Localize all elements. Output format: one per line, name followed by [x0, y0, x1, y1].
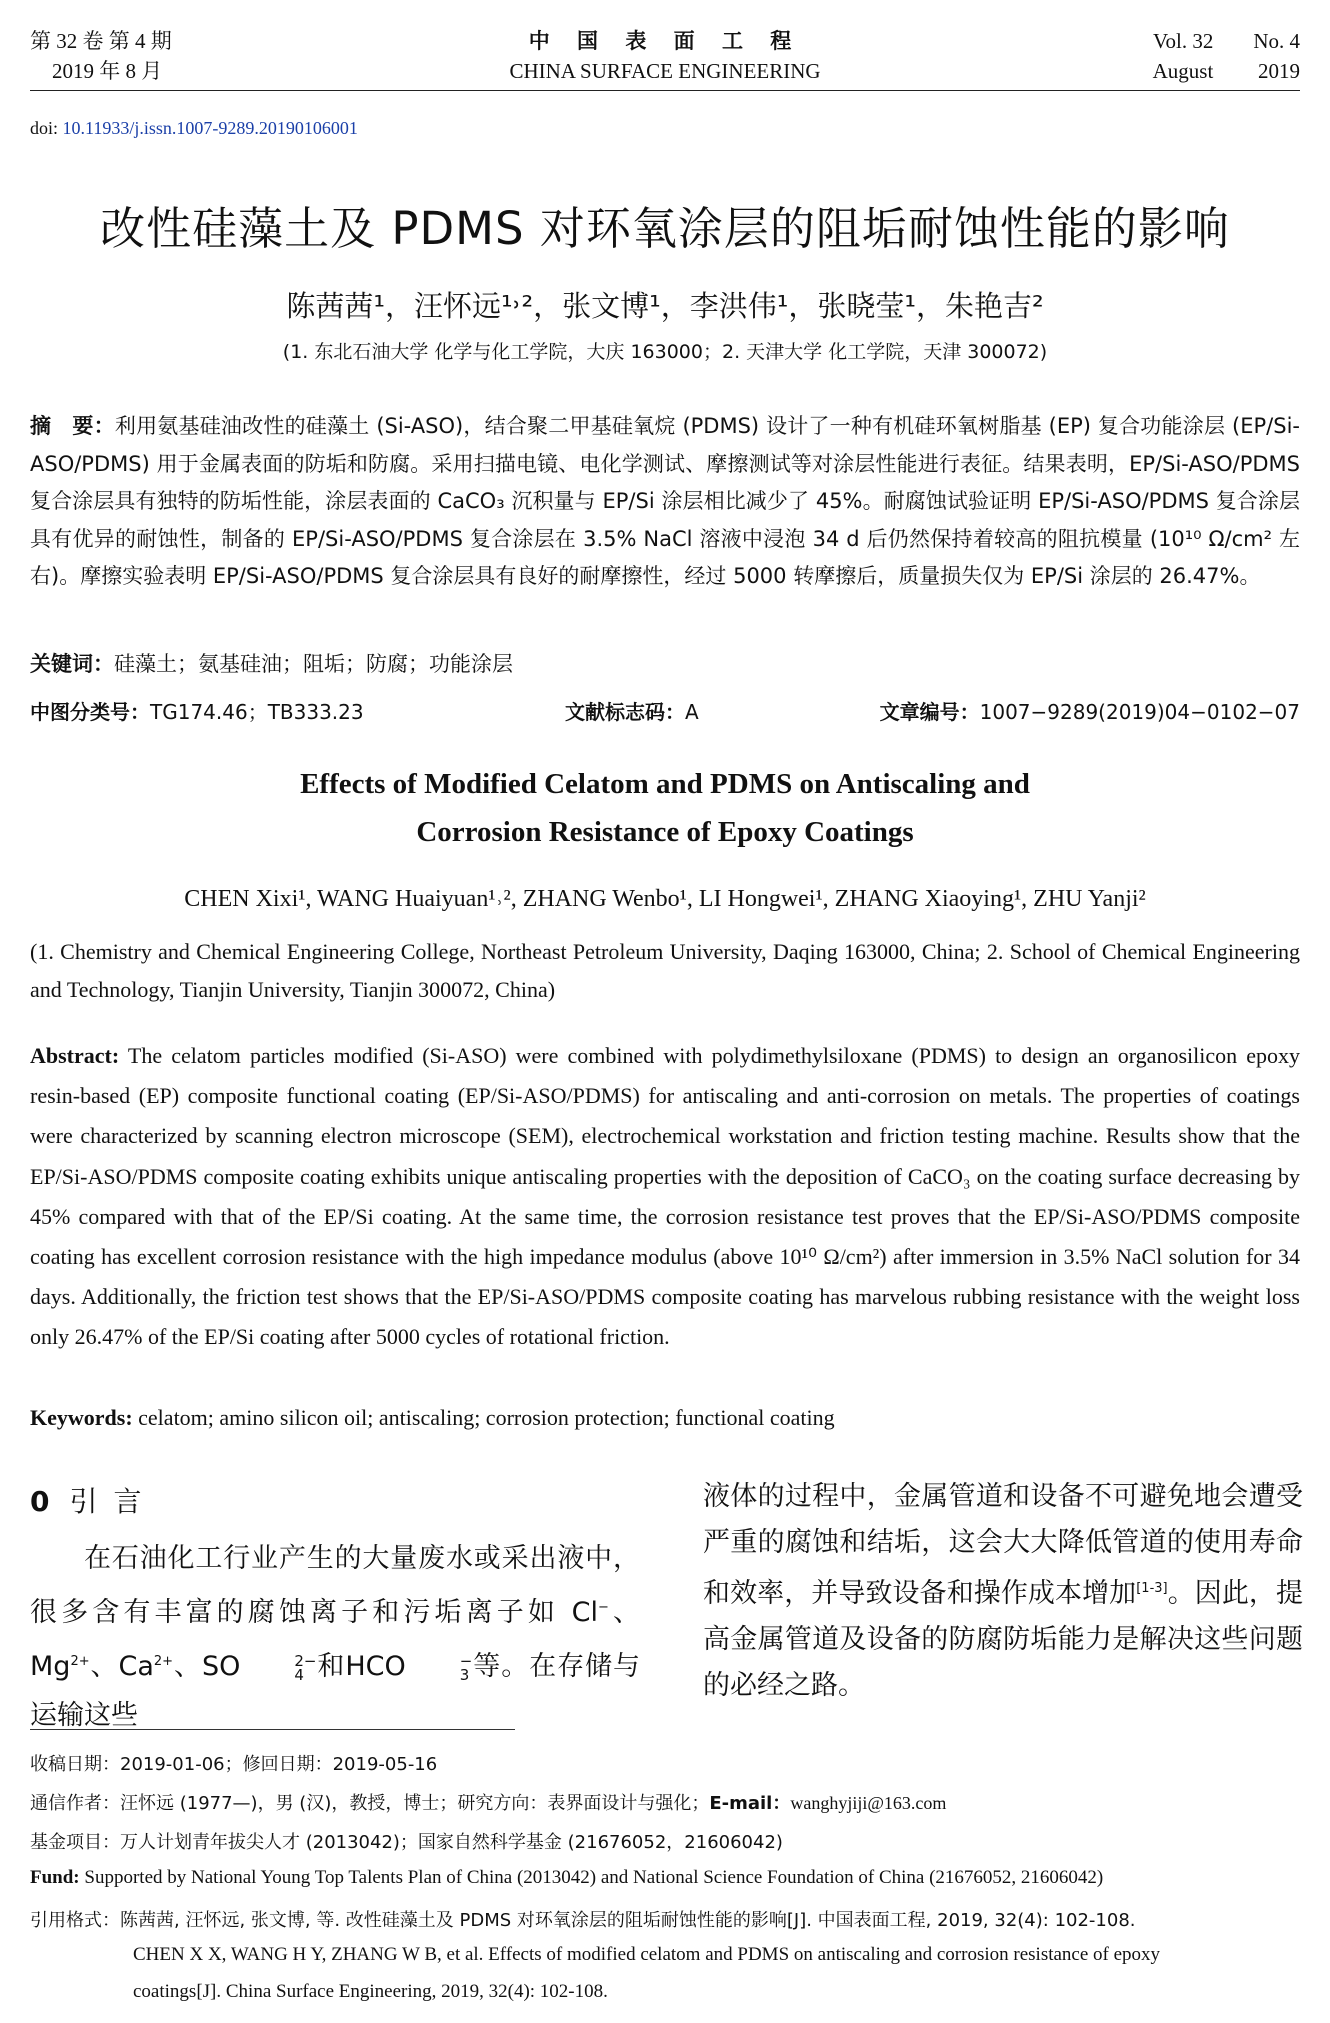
footnote-fund-zh: 基金项目：万人计划青年拔尖人才 (2013042)；国家自然科学基金 (21676052，21606042) [30, 1832, 783, 1853]
issue-en: No. 4 [1253, 29, 1300, 53]
volume-issue-zh: 第 32 卷 第 4 期 [30, 29, 172, 53]
body-column-right [703, 1474, 1303, 1709]
month-en: August [1152, 59, 1214, 83]
title-zh: 改性硅藻土及 PDMS 对环氧涂层的阻垢耐蚀性能的影响 [100, 202, 1230, 255]
title-en-line-2: Corrosion Resistance of Epoxy Coatings [416, 816, 914, 848]
doi-link[interactable]: 10.11933/j.issn.1007-9289.20190106001 [62, 118, 358, 138]
body-column-left [30, 1480, 640, 1740]
intro-text-d: 、SO [173, 1651, 241, 1682]
keywords-en [30, 1405, 835, 1431]
journal-name-zh: 中 国 表 面 工 程 [528, 29, 802, 53]
abstract-zh-label: 摘 要： [30, 414, 115, 438]
section-heading [30, 1480, 640, 1520]
footnote-divider [30, 1729, 515, 1730]
footnote-citation-en-1 [30, 1944, 1310, 1966]
clc-value: TG174.46；TB333.23 [150, 700, 364, 724]
abstract-en-text: The celatom particles modified (Si-ASO) were combined with polydimethylsiloxane (PDMS) to design an organosilicon epoxy resin-based (EP) composite functional coating (EP/Si-ASO/PDMS) for antiscaling and anti-corrosion on metals. The properties of coatings were characterized by scanning electron microscope (SEM), electrochemical workstation and friction testing machine. Results show that the EP/Si-ASO/PDMS composite coating exhibits unique antiscaling properties with the deposition of CaCO₃ on the coating surface decreasing by 45% compared with that of the EP/Si coating. At the same time, the corrosion resistance test proves that the EP/Si-ASO/PDMS composite coating has excellent corrosion resistance with the high impedance modulus (above 10¹⁰ Ω/cm²) after immersion in 3.5% NaCl solution for 34 days. Additionally, the friction test shows that the EP/Si-ASO/PDMS composite coating has marvelous rubbing resistance with the weight loss only 26.47% of the EP/Si coating after 5000 cycles of rotational friction. [30, 1043, 1300, 1350]
footnote-received: 收稿日期：2019-01-06；修回日期：2019-05-16 [30, 1754, 438, 1775]
citation-ref[interactable]: [1-3] [1136, 1581, 1168, 1596]
journal-header [30, 26, 1300, 91]
intro-text-f: 等。在存储与运输这些 [30, 1651, 640, 1731]
date-zh: 2019 年 8 月 [52, 59, 163, 83]
abstract-zh [30, 408, 1300, 596]
clc-number [30, 696, 364, 725]
classification-row [30, 696, 1300, 728]
footnote-fund-en [30, 1867, 1310, 1889]
journal-name-en: CHINA SURFACE ENGINEERING [509, 59, 821, 83]
clc-label: 中图分类号： [30, 700, 150, 724]
year-en: 2019 [1258, 59, 1300, 83]
doc-code-label: 文献标志码： [565, 700, 685, 724]
intro-right-text-a: 液体的过程中，金属管道和设备不可避免地会遭受严重的腐蚀和结垢，这会大大降低管道的使用寿命和效率，并导致设备和操作成本增加 [703, 1481, 1303, 1609]
cite-label: 引用格式： [30, 1910, 120, 1931]
doi-label: doi: [30, 118, 59, 138]
header-right [1113, 26, 1300, 86]
keywords-zh-text: 硅藻土；氨基硅油；阻垢；防腐；功能涂层 [114, 652, 513, 676]
cite-en-line-2: coatings[J]. China Surface Engineering, 2019, 32(4): 102-108. [133, 1981, 608, 2002]
title-en [0, 760, 1330, 856]
footnote-citation [30, 1906, 1310, 1932]
header-center [30, 26, 1300, 86]
intro-text-e: 和HCO [316, 1651, 406, 1682]
section-title: 引言 [69, 1485, 158, 1518]
abstract-en-label: Abstract: [30, 1043, 120, 1068]
abstract-zh-text: 利用氨基硅油改性的硅藻土 (Si-ASO)，结合聚二甲基硅氧烷 (PDMS) 设计了一种有机硅环氧树脂基 (EP) 复合功能涂层 (EP/Si-ASO/PDMS) 用于金属表面的防垢和防腐。采用扫描电镜、电化学测试、摩擦测试等对涂层性能进行表征。结果表明，EP/Si-ASO/PDMS 复合涂层具有独特的防垢性能，涂层表面的 CaCO₃ 沉积量与 EP/Si 涂层相比减少了 45%。耐腐蚀试验证明 EP/Si-ASO/PDMS 复合涂层具有优异的耐蚀性，制备的 EP/Si-ASO/PDMS 复合涂层在 3.5% NaCl 溶液中浸泡 34 d 后仍然保持着较高的阻抗模量 (10¹⁰ Ω/cm² 左右)。摩擦实验表明 EP/Si-ASO/PDMS 复合涂层具有良好的耐摩擦性，经过 5000 转摩擦后，质量损失仅为 EP/Si 涂层的 26.47%。 [30, 414, 1300, 588]
corr-text: 汪怀远 (1977—)，男 (汉)，教授，博士；研究方向：表界面设计与强化； [120, 1793, 710, 1814]
doi-line [30, 118, 358, 139]
section-number: 0 [30, 1485, 50, 1518]
authors-zh: 陈茜茜¹，汪怀远¹˒²，张文博¹，李洪伟¹，张晓莹¹，朱艳吉² [286, 289, 1044, 323]
cite-en-line-1: CHEN X X, WANG H Y, ZHANG W B, et al. Effects of modified celatom and PDMS on antiscaling and corrosion resistance of epoxy [133, 1944, 1161, 1965]
corr-label: 通信作者： [30, 1793, 120, 1814]
fund-en-text: Supported by National Young Top Talents Plan of China (2013042) and National Science Foundation of China (21676052, 21606042) [79, 1867, 1104, 1888]
intro-text-b: 、Mg [30, 1597, 641, 1682]
intro-text-a: 在石油化工行业产生的大量废水或采出液中，很多含有丰富的腐蚀离子和污垢离子如 Cl [30, 1543, 640, 1628]
document-code [565, 696, 699, 725]
article-number [880, 696, 1300, 725]
footnote-citation-en-2 [30, 1981, 1310, 2003]
article-label: 文章编号： [879, 700, 980, 724]
article-value: 1007−9289(2019)04−0102−07 [979, 700, 1300, 724]
title-en-line-1: Effects of Modified Celatom and PDMS on Antiscaling and [300, 768, 1030, 800]
fund-en-label: Fund: [30, 1867, 80, 1888]
intro-text-c: 、Ca [89, 1651, 154, 1682]
keywords-en-label: Keywords: [30, 1405, 133, 1430]
doc-code-value: A [685, 700, 699, 724]
affiliation-zh: (1. 东北石油大学 化学与化工学院，大庆 163000；2. 天津大学 化工学院，天津 300072) [282, 341, 1048, 363]
volume-en: Vol. 32 [1153, 29, 1214, 53]
footnote-corresponding [30, 1789, 1310, 1815]
abstract-en [30, 1036, 1300, 1358]
cite-zh: 陈茜茜, 汪怀远, 张文博, 等. 改性硅藻土及 PDMS 对环氧涂层的阻垢耐蚀性能的影响[J]. 中国表面工程, 2019, 32(4): 102-108. [120, 1910, 1136, 1931]
keywords-en-text: celatom; amino silicon oil; antiscaling; corrosion protection; functional coating [132, 1405, 835, 1430]
intro-paragraph-left: 在石油化工行业产生的大量废水或采出液中，很多含有丰富的腐蚀离子和污垢离子如 Cl−、$Mg^{2+}$、$Ca^{2+}$、SO 2− 4 和HCO − 3 等。在存储与运输这些 [30, 1543, 641, 1731]
intro-right-text-b: 。因此，提高金属管道及设备的防腐防垢能力是解决这些问题的必经之路。 [703, 1578, 1304, 1701]
affiliation-en: (1. Chemistry and Chemical Engineering College, Northeast Petroleum University, Daqing 163000, China; 2. School of Chemical Engineering and Technology, Tianjin University, Tianjin 300072, China) [30, 939, 1300, 1002]
keywords-zh [30, 648, 513, 678]
email-label: E-mail： [709, 1793, 791, 1814]
authors-en: CHEN Xixi¹, WANG Huaiyuan¹˒², ZHANG Wenbo¹, LI Hongwei¹, ZHANG Xiaoying¹, ZHU Yanji² [184, 886, 1146, 912]
keywords-zh-label: 关键词： [30, 652, 114, 676]
email-link[interactable]: wanghyjiji@163.com [790, 1793, 947, 1813]
